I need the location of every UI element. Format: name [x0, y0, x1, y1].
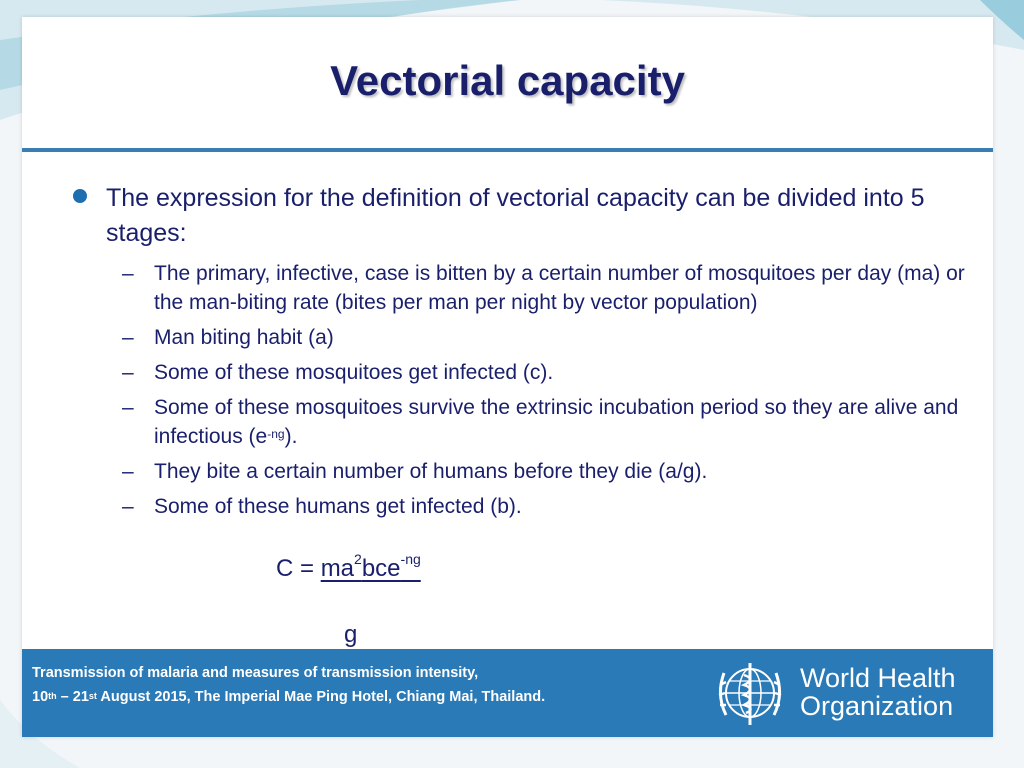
formula-term: bce: [361, 555, 401, 582]
footer-text-part: 10: [32, 689, 49, 705]
slide-title: Vectorial capacity: [330, 57, 685, 104]
footer-text-part: – 21: [56, 689, 89, 705]
sub-bullet-text: Man biting habit (a): [154, 326, 334, 349]
footer-bar: [22, 649, 993, 737]
list-item: [122, 457, 972, 486]
dash-marker: –: [122, 361, 134, 384]
dash-marker: –: [122, 460, 134, 483]
who-logo-text: [800, 664, 956, 720]
org-name-line-2: Organization: [800, 691, 954, 721]
formula-numerator-line: [276, 551, 421, 583]
dash-marker: –: [122, 495, 134, 518]
formula-lhs: C =: [276, 555, 321, 582]
footer-text-part: August 2015, The Imperial Mae Ping Hotel, Chiang Mai, Thailand.: [96, 689, 546, 705]
sub-bullet-text: [154, 396, 958, 448]
footer-line-1: Transmission of malaria and measures of transmission intensity,: [32, 665, 479, 681]
dash-marker: –: [122, 396, 134, 419]
dash-marker: –: [122, 326, 134, 349]
superscript: st: [88, 691, 97, 701]
sub-bullet-text-part: ).: [284, 425, 298, 448]
formula-term: ma: [320, 555, 355, 582]
superscript: 2: [354, 551, 362, 567]
superscript: -ng: [267, 427, 285, 441]
formula-numerator: [320, 551, 421, 582]
footer-line-2: [32, 685, 545, 709]
list-item: [122, 259, 972, 317]
sub-bullet-text-part: Some of these mosquitoes survive the extrinsic incubation period so they are alive and infectious (e: [154, 396, 959, 448]
sub-bullet-text: The primary, infective, case is bitten by a certain number of mosquitoes per day (ma) or the man-biting rate (bites per man per night by vector population): [154, 262, 965, 314]
sub-bullet-list: [122, 259, 972, 527]
list-item: [122, 492, 972, 521]
superscript: th: [48, 691, 57, 701]
superscript: -ng: [400, 551, 421, 567]
list-item: [122, 323, 972, 352]
formula-denominator: g: [344, 621, 358, 648]
list-item: [122, 358, 972, 387]
footer-text: [32, 661, 545, 709]
org-name-line-1: World Health: [800, 663, 956, 693]
bullet-icon: [73, 189, 87, 203]
main-bullet-text: The expression for the definition of vectorial capacity can be divided into 5 stages:: [106, 184, 925, 247]
sub-bullet-text: They bite a certain number of humans before they die (a/g).: [154, 460, 708, 483]
sub-bullet-text: Some of these mosquitoes get infected (c).: [154, 361, 554, 384]
who-emblem-icon: [712, 655, 788, 731]
dash-marker: –: [122, 262, 134, 285]
sub-bullet-text: Some of these humans get infected (b).: [154, 495, 522, 518]
slide: [22, 17, 993, 737]
list-item: [122, 393, 972, 451]
title-divider: [22, 148, 993, 152]
